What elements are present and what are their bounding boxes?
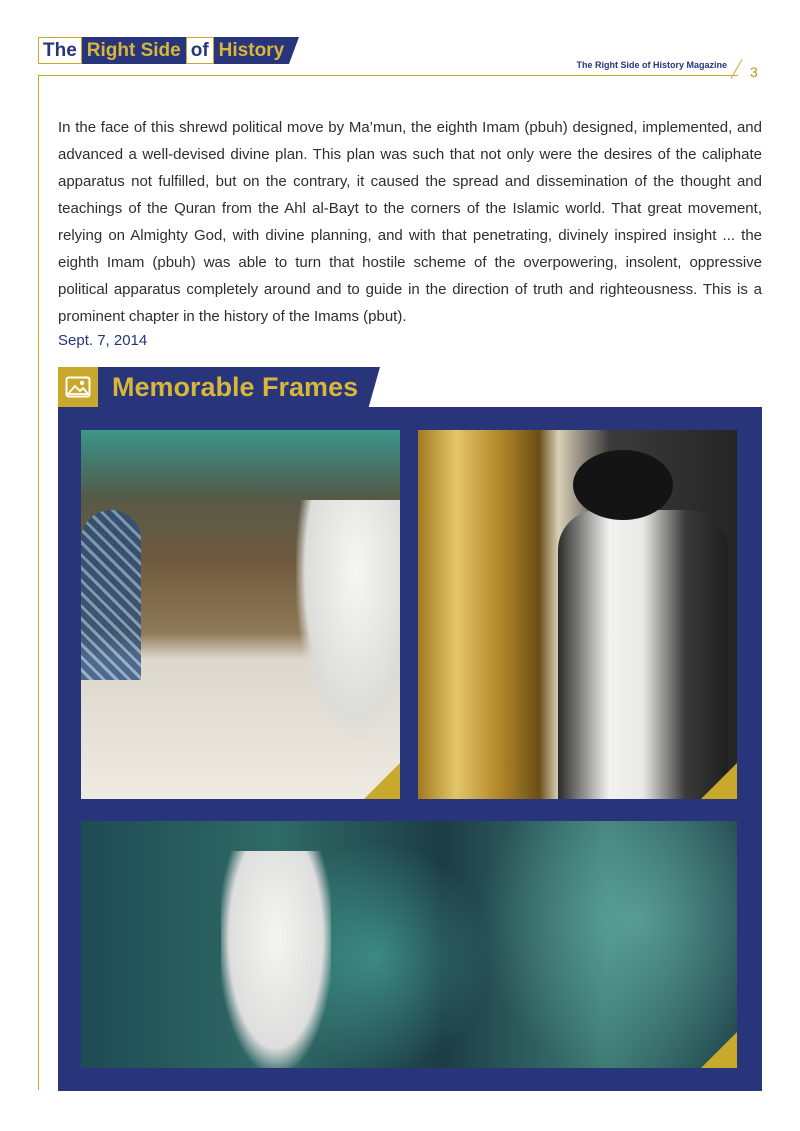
section-title: Memorable Frames <box>112 372 359 402</box>
page-number: 3 <box>750 64 758 80</box>
logo-word-of: of <box>186 37 214 64</box>
logo-word-right-side: Right Side <box>82 37 186 64</box>
logo-slant <box>289 37 299 64</box>
image-icon <box>58 367 98 407</box>
margin-rule <box>38 75 39 1090</box>
article-paragraph: In the face of this shrewd political move by Ma’mun, the eighth Imam (pbuh) designed, implemented, and advanced a well-devised divine plan. This plan was such that not only were the desires of the caliphate apparatus not fulfilled, but on the contrary, it caused the spread and dissemination of the thought and teachings of the Quran from the Ahl al-Bayt to the corners of the Islamic world. That great movement, relying on Almighty God, with divine planning, and with that penetrating, divinely inspired insight ... the eighth Imam (pbuh) was able to turn that hostile scheme of the overpowering, insolent, oppressive political apparatus completely around and to guide in the direction of truth and righteousness. This is a prominent chapter in the history of the Imams (pbut). <box>58 119 762 325</box>
figure-in-white <box>221 851 331 1068</box>
magazine-logo <box>38 37 299 64</box>
photo-corner-accent <box>701 1032 737 1068</box>
logo-word-history: History <box>214 37 289 64</box>
header-rule <box>38 75 738 76</box>
photo-prayer-at-tomb <box>81 430 400 799</box>
article-date: Sept. 7, 2014 <box>58 332 148 349</box>
photo-shrine-prayer <box>81 821 737 1068</box>
photo-corner-accent <box>701 763 737 799</box>
logo-word-the: The <box>38 37 82 64</box>
magazine-name: The Right Side of History Magazine <box>576 60 727 70</box>
figure-turban <box>573 450 673 520</box>
photo-by-golden-door <box>418 430 737 799</box>
lattice-window <box>81 510 141 680</box>
figure-robe <box>558 510 728 799</box>
figure-in-white <box>296 500 400 740</box>
photo-corner-accent <box>364 763 400 799</box>
